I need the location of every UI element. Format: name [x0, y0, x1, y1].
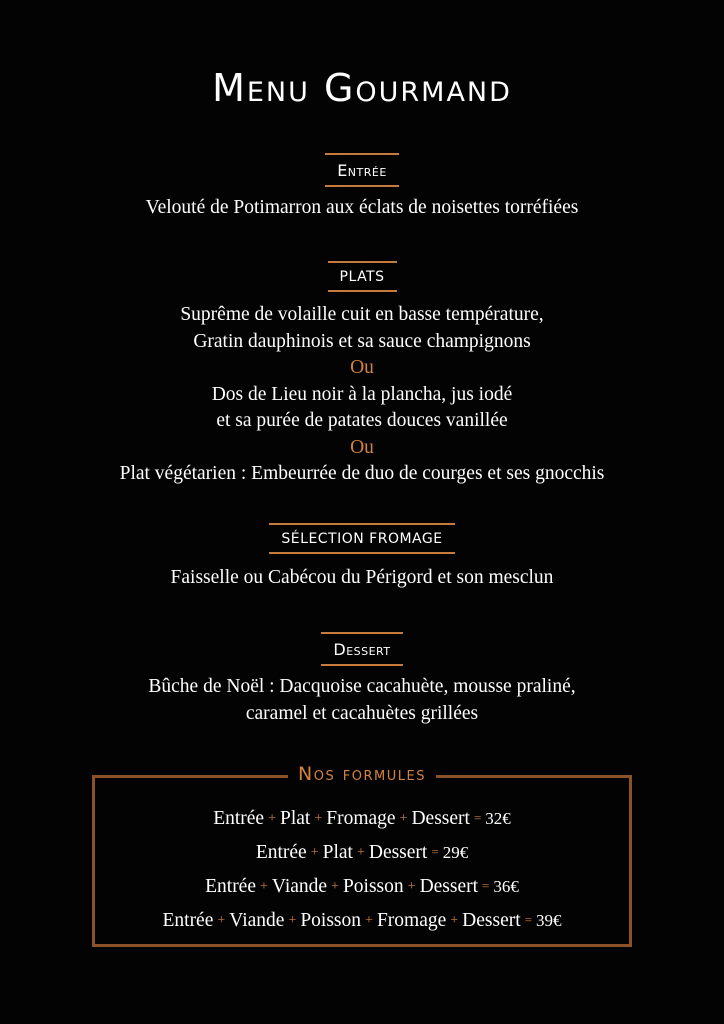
formule-item: Plat	[279, 808, 311, 829]
formule-item: Fromage	[326, 808, 396, 829]
plus-sign: +	[310, 845, 319, 860]
equals-sign: =	[482, 878, 490, 893]
equals-sign: =	[473, 810, 482, 825]
section-heading-fromage	[0, 523, 724, 554]
page-title: Menu Gourmand	[212, 66, 512, 110]
formule-item: Viande	[229, 910, 285, 931]
plus-sign: +	[356, 845, 365, 860]
section-label-dessert: Dessert	[321, 632, 402, 666]
section-heading-dessert	[0, 632, 724, 666]
menu-line: Suprême de volaille cuit en basse température,	[180, 304, 544, 325]
formule-item: Fromage	[376, 910, 447, 931]
formule-price: 29€	[442, 843, 469, 862]
section-body-dessert	[0, 674, 724, 727]
formules-title: Nos formules	[288, 763, 436, 785]
formule-item: Entrée	[162, 910, 214, 931]
formule-item: Plat	[322, 842, 353, 863]
formule-item: Entrée	[205, 876, 256, 897]
formule-item: Entrée	[255, 842, 307, 863]
section-heading-entree	[0, 153, 724, 187]
formule-item: Entrée	[213, 808, 265, 829]
plus-sign: +	[260, 879, 268, 894]
formule-price: 36€	[493, 877, 519, 896]
plus-sign: +	[450, 913, 459, 928]
formule-item: Poisson	[342, 876, 404, 897]
menu-line: Gratin dauphinois et sa sauce champignons	[193, 330, 531, 352]
formule-price: 39€	[536, 911, 562, 930]
section-heading-plats	[0, 261, 724, 292]
formules-heading	[0, 763, 724, 785]
formule-item: Poisson	[300, 910, 362, 931]
section-label-plats: PLATS	[328, 261, 397, 292]
formules-list	[0, 803, 724, 939]
formule-price: 32€	[485, 809, 511, 828]
menu-line: caramel et cacahuètes grillées	[245, 702, 479, 724]
formule-item: Dessert	[411, 808, 470, 829]
section-body-fromage	[0, 565, 724, 592]
plus-sign: +	[268, 811, 276, 826]
equals-sign: =	[431, 844, 439, 859]
menu-line: Velouté de Potimarron aux éclats de noisettes torréfiées	[145, 197, 579, 218]
plus-sign: +	[331, 879, 339, 894]
or-separator: Ou	[350, 436, 374, 458]
plus-sign: +	[314, 811, 323, 826]
plus-sign: +	[288, 913, 297, 928]
section-label-fromage: SÉLECTION FROMAGE	[269, 523, 454, 554]
formule-item: Dessert	[368, 842, 428, 863]
formule-row	[0, 837, 724, 871]
equals-sign: =	[524, 912, 532, 927]
formule-row	[0, 803, 724, 837]
plus-sign: +	[407, 879, 416, 894]
menu-line: Dos de Lieu noir à la plancha, jus iodé	[211, 383, 513, 405]
section-body-plats	[0, 302, 724, 488]
plus-sign: +	[365, 913, 373, 928]
section-body-entree	[0, 195, 724, 222]
or-separator: Ou	[350, 357, 374, 378]
menu-line: Bûche de Noël : Dacquoise cacahuète, mousse praliné,	[148, 676, 576, 697]
plus-sign: +	[399, 811, 408, 826]
menu-line: et sa purée de patates douces vanillée	[216, 410, 508, 431]
formule-item: Dessert	[419, 876, 479, 897]
menu-line: Faisselle ou Cabécou du Périgord et son mesclun	[170, 567, 554, 588]
plus-sign: +	[217, 913, 226, 928]
formule-row	[0, 871, 724, 905]
formule-row	[0, 905, 724, 939]
section-label-entree: Entrée	[325, 153, 399, 187]
menu-line: Plat végétarien : Embeurrée de duo de courges et ses gnocchis	[119, 463, 605, 484]
formule-item: Viande	[271, 876, 328, 897]
formule-item: Dessert	[462, 910, 521, 931]
